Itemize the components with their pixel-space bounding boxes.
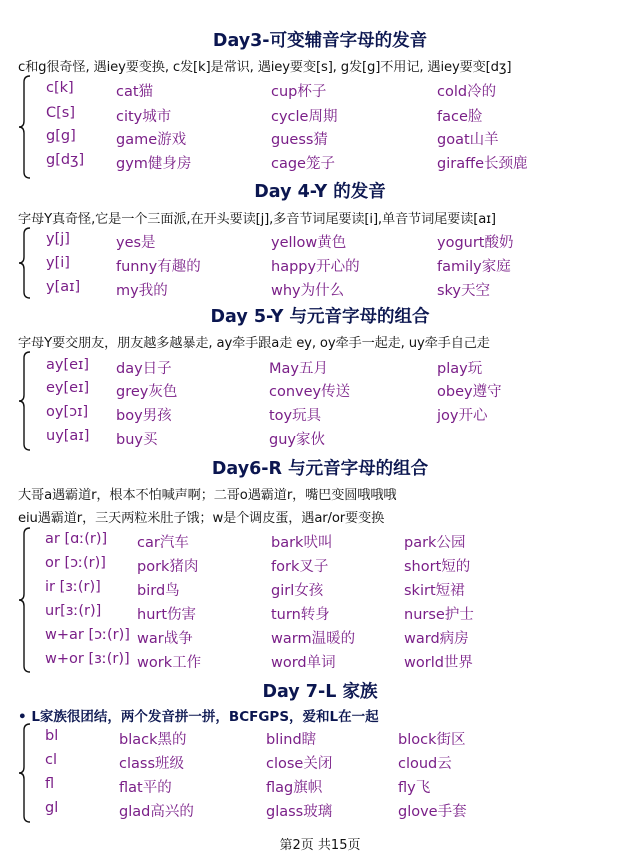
- example-word-cell: convey传送: [269, 384, 351, 400]
- example-word-cell: buy买: [116, 432, 158, 448]
- phonics-pattern-cell: g[dʒ]: [46, 152, 85, 168]
- example-word-cell: grey灰色: [116, 384, 178, 400]
- example-word-cell: goat山羊: [437, 132, 499, 148]
- section-title-day4: Day 4-Y 的发音: [254, 182, 386, 202]
- example-word-cell: play玩: [437, 361, 483, 377]
- example-word-cell: work工作: [137, 655, 202, 671]
- example-word-cell: cat猫: [116, 84, 154, 100]
- example-word-cell: flag旗帜: [266, 780, 323, 796]
- rule-text-day6-line1: 大哥a遇霸道r，根本不怕喊声啊；二哥o遇霸道r，嘴巴变圆哦哦哦: [18, 488, 397, 503]
- example-word-cell: fly飞: [398, 780, 431, 796]
- phonics-pattern-cell: g[g]: [46, 128, 76, 144]
- phonics-pattern-cell: y[aɪ]: [46, 279, 81, 295]
- bullet-text-day7: • L家族很团结，两个发音拼一拼，BCFGPS，爱和L在一起: [18, 709, 379, 725]
- section-title-day3: Day3-可变辅音字母的发音: [212, 31, 428, 51]
- example-word-cell: skirt短裙: [404, 583, 465, 599]
- phonics-pattern-cell: gl: [45, 800, 59, 816]
- example-word-cell: flat平的: [119, 780, 172, 796]
- phonics-pattern-cell: uy[aɪ]: [46, 428, 90, 444]
- example-word-cell: day日子: [116, 361, 172, 377]
- rule-text-day6-line2: eiu遇霸道r，三天两粒米肚子饿；w是个调皮蛋，遇ar/or要变换: [18, 511, 385, 526]
- example-word-cell: word单词: [271, 655, 336, 671]
- curly-brace-icon: [18, 526, 32, 674]
- example-word-cell: yogurt酸奶: [437, 235, 514, 251]
- example-word-cell: obey遵守: [437, 384, 502, 400]
- phonics-pattern-cell: ey[eɪ]: [46, 380, 90, 396]
- phonics-pattern-cell: w+ar [ɔː(r)]: [45, 627, 130, 643]
- rule-text-day3: c和g很奇怪, 遇iey要变换, c发[k]是常识, 遇iey要变[s], g发[g]不用记, 遇iey要变[dʒ]: [18, 60, 512, 75]
- example-word-cell: boy男孩: [116, 408, 172, 424]
- phonics-pattern-cell: cl: [45, 752, 58, 768]
- example-word-cell: blind瞎: [266, 732, 317, 748]
- section-title-day6: Day6-R 与元音字母的组合: [211, 459, 429, 479]
- example-word-cell: warm温暖的: [271, 631, 356, 647]
- example-word-cell: world世界: [404, 655, 473, 671]
- phonics-pattern-cell: ir [ɜː(r)]: [45, 579, 101, 595]
- example-word-cell: why为什么: [271, 283, 345, 299]
- example-word-cell: funny有趣的: [116, 259, 201, 275]
- phonics-pattern-cell: ar [ɑː(r)]: [45, 531, 108, 547]
- example-word-cell: glad高兴的: [119, 804, 194, 820]
- rule-text-day4: 字母Y真奇怪,它是一个三面派,在开头要读[j],多音节词尾要读[i],单音节词尾要读[aɪ]: [18, 212, 496, 227]
- example-word-cell: family家庭: [437, 259, 511, 275]
- example-word-cell: bird鸟: [137, 583, 180, 599]
- example-word-cell: war战争: [137, 631, 193, 647]
- phonics-pattern-cell: ay[eɪ]: [46, 357, 90, 373]
- section-title-day5: Day 5-Y 与元音字母的组合: [210, 307, 430, 327]
- example-word-cell: gym健身房: [116, 156, 192, 172]
- phonics-pattern-cell: y[j]: [46, 231, 70, 247]
- example-word-cell: happy开心的: [271, 259, 360, 275]
- example-word-cell: car汽车: [137, 535, 189, 551]
- curly-brace-icon: [18, 722, 32, 824]
- example-word-cell: joy开心: [437, 408, 488, 424]
- curly-brace-icon: [18, 350, 32, 452]
- page-footer: 第2页 共15页: [279, 838, 361, 853]
- example-word-cell: my我的: [116, 283, 168, 299]
- example-word-cell: nurse护士: [404, 607, 474, 623]
- example-word-cell: giraffe长颈鹿: [437, 156, 528, 172]
- example-word-cell: May五月: [269, 361, 328, 377]
- example-word-cell: turn转身: [271, 607, 330, 623]
- phonics-pattern-cell: C[s]: [46, 105, 75, 121]
- example-word-cell: girl女孩: [271, 583, 324, 599]
- rule-text-day5: 字母Y要交朋友，朋友越多越暴走, ay牵手跟a走 ey, oy牵手一起走, uy牵手自己走: [18, 336, 490, 351]
- example-word-cell: black黑的: [119, 732, 187, 748]
- curly-brace-icon: [18, 226, 32, 300]
- example-word-cell: toy玩具: [269, 408, 322, 424]
- section-title-day7: Day 7-L 家族: [262, 682, 378, 702]
- example-word-cell: cold冷的: [437, 84, 497, 100]
- phonics-pattern-cell: c[k]: [46, 80, 74, 96]
- example-word-cell: guess猜: [271, 132, 328, 148]
- example-word-cell: yellow黄色: [271, 235, 347, 251]
- phonics-pattern-cell: w+or [ɜː(r)]: [45, 651, 130, 667]
- example-word-cell: yes是: [116, 235, 156, 251]
- phonics-pattern-cell: y[i]: [46, 255, 70, 271]
- example-word-cell: ward病房: [404, 631, 469, 647]
- example-word-cell: sky天空: [437, 283, 491, 299]
- example-word-cell: close关闭: [266, 756, 333, 772]
- example-word-cell: bark吠叫: [271, 535, 333, 551]
- example-word-cell: glove手套: [398, 804, 467, 820]
- example-word-cell: face脸: [437, 109, 483, 125]
- example-word-cell: park公园: [404, 535, 466, 551]
- phonics-pattern-cell: oy[ɔɪ]: [46, 404, 89, 420]
- example-word-cell: hurt伤害: [137, 607, 197, 623]
- example-word-cell: short短的: [404, 559, 471, 575]
- phonics-pattern-cell: bl: [45, 728, 59, 744]
- phonics-pattern-cell: ur[ɜː(r)]: [45, 603, 102, 619]
- example-word-cell: fork叉子: [271, 559, 329, 575]
- example-word-cell: cage笼子: [271, 156, 335, 172]
- example-word-cell: class班级: [119, 756, 184, 772]
- example-word-cell: block街区: [398, 732, 466, 748]
- example-word-cell: guy家伙: [269, 432, 325, 448]
- example-word-cell: cup杯子: [271, 84, 327, 100]
- example-word-cell: game游戏: [116, 132, 187, 148]
- example-word-cell: pork猪肉: [137, 559, 199, 575]
- example-word-cell: glass玻璃: [266, 804, 333, 820]
- example-word-cell: city城市: [116, 109, 172, 125]
- example-word-cell: cloud云: [398, 756, 452, 772]
- example-word-cell: cycle周期: [271, 109, 338, 125]
- phonics-pattern-cell: or [ɔː(r)]: [45, 555, 106, 571]
- phonics-pattern-cell: fl: [45, 776, 55, 792]
- curly-brace-icon: [18, 74, 32, 180]
